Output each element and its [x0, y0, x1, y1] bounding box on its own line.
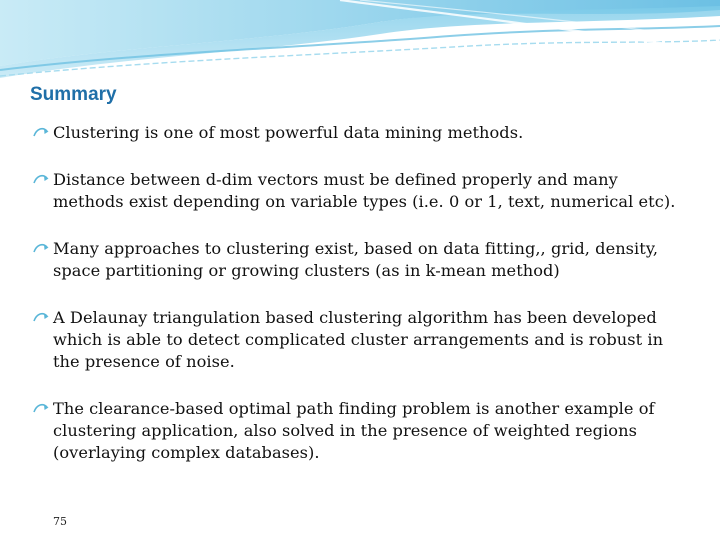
slide-title: Summary: [30, 84, 117, 105]
bullet-item: [33, 122, 693, 144]
bullet-text: The clearance-based optimal path finding problem is another example of clustering application, also solved in the presence of weighted regions (overlaying complex databases).: [53, 399, 655, 462]
bullet-text: A Delaunay triangulation based clustering algorithm has been developed which is able to detect complicated cluster arrangements and is robust in the presence of noise.: [53, 308, 664, 371]
bullet-text: Distance between d-dim vectors must be defined properly and many methods exist depending on variable types (i.e. 0 or 1, text, numerical etc).: [53, 170, 676, 211]
bullet-item: [33, 398, 693, 464]
bullet-item: [33, 307, 693, 373]
bullet-list: [33, 122, 693, 489]
bullet-item: [33, 238, 693, 282]
bullet-text: Many approaches to clustering exist, based on data fitting,, grid, density, space partitioning or growing clusters (as in k-mean method): [53, 239, 659, 280]
curved-arrow-bullet-icon: [33, 401, 50, 415]
bullet-item: [33, 169, 693, 213]
curved-arrow-bullet-icon: [33, 241, 50, 255]
bullet-text: Clustering is one of most powerful data mining methods.: [53, 123, 524, 142]
header-wave-decoration: [0, 0, 720, 90]
curved-arrow-bullet-icon: [33, 172, 50, 186]
curved-arrow-bullet-icon: [33, 125, 50, 139]
page-number: 75: [53, 515, 67, 528]
curved-arrow-bullet-icon: [33, 310, 50, 324]
